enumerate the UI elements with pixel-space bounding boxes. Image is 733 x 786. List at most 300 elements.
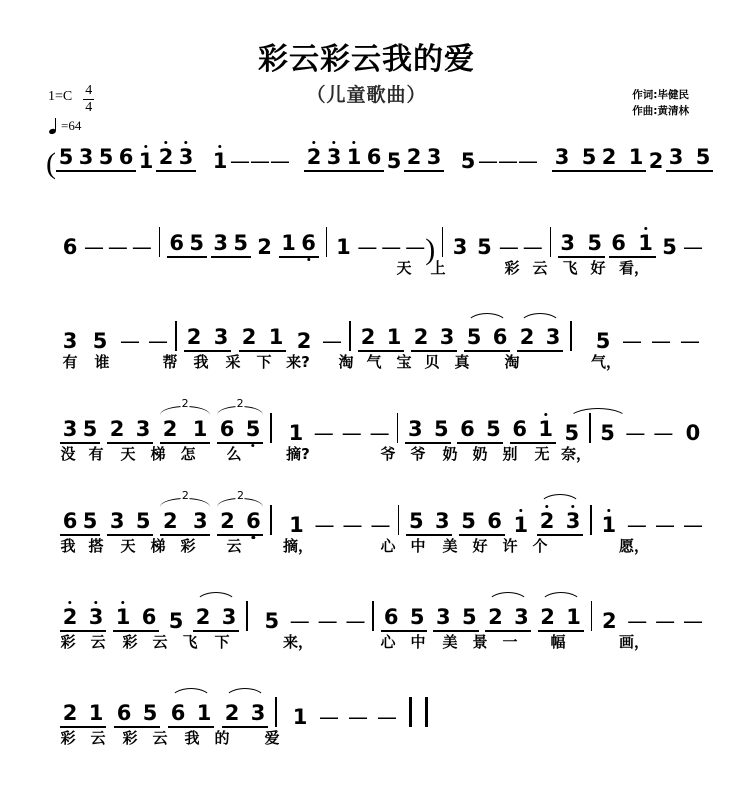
note: 3 [563,510,583,532]
note: 2 [537,510,557,532]
lyric-syllable: 采 [225,353,241,371]
note: 3 [62,329,78,353]
note: 5 [460,149,476,173]
note: 3 [109,509,125,533]
beam-group [344,146,384,172]
note: 6 [512,417,527,441]
note: 2 [163,509,178,533]
sustain-dash: — [357,235,378,259]
lyric-syllable: 云 [226,537,242,555]
slur [195,592,237,604]
barline [570,321,572,351]
note: 3 [408,417,423,441]
note: 5 [434,417,449,441]
note: 6 [299,232,319,254]
note: 2 [601,145,617,169]
lyric-syllable: 奶 [472,445,488,463]
beam-group [184,326,231,352]
barline [270,413,272,443]
sustain-dash: — [381,235,402,259]
note: 1 [192,417,208,441]
note: 3 [324,146,344,168]
system-3 [0,312,733,404]
note: 5 [58,145,74,169]
beam-group [217,489,263,536]
note: 1 [536,418,556,440]
beam-group [167,232,207,258]
note: 5 [142,701,158,725]
beam-group [193,606,239,632]
note: 5 [98,145,114,169]
intro-open-paren: ( [46,147,56,180]
beam-group [381,606,427,632]
note-line-3 [46,312,703,352]
sustain-dash: — [370,513,391,537]
beam-group [404,146,444,172]
note: 3 [86,606,106,628]
note: 6 [487,509,502,533]
beam-group [168,702,214,728]
lyric-syllable: 飞 [182,633,198,651]
sustain-dash: — [522,235,543,259]
note: 3 [176,146,196,168]
note: 2 [162,417,178,441]
note: 6 [366,145,382,169]
note: 1 [196,701,212,725]
note: 3 [78,145,94,169]
sustain-dash: — [625,421,646,445]
beam-group [279,232,319,258]
note: 3 [545,325,561,349]
barline [589,413,591,443]
rest: 0 [685,421,701,445]
lyric-syllable: 天 [120,445,136,463]
sustain-dash: — [405,235,426,259]
sustain-dash: — [83,235,104,259]
beam-group [107,510,153,536]
lyric-syllable: 心 [380,537,396,555]
note-line-7 [46,688,703,728]
note: 2 [540,605,555,629]
note: 6 [383,605,399,629]
note: 2 [220,509,235,533]
note: 1 [636,232,656,254]
note: 2 [304,146,324,168]
lyric-syllable: 天 [396,259,412,277]
beam-group [60,606,106,632]
sustain-dash: — [683,513,703,537]
note: 5 [92,329,108,353]
sustain-dash: — [683,609,704,633]
lyric-syllable: 淘 [338,353,354,371]
note: 6 [141,605,157,629]
lyric-line-2 [46,352,703,378]
duplet-bracket [217,489,263,507]
page-title: 彩云彩云我的爱 [258,42,475,77]
note: 5 [409,509,424,533]
note: 1 [88,701,104,725]
lyric-syllable: 我 [184,729,200,747]
beam-group [114,702,160,728]
lyric-syllable: 气， [590,353,622,371]
note: 1 [511,514,531,536]
lyric-syllable: 无 [534,445,550,463]
note: 2 [186,325,202,349]
lyric-syllable: 摘， [282,537,314,555]
note-line-2 [46,218,703,266]
note: 5 [135,509,151,533]
slur [487,592,529,604]
time-signature [83,84,94,115]
lyric-syllable: 摘? [286,445,310,463]
lyric-syllable: 宝 [396,353,412,371]
note: 6 [118,145,134,169]
note: 2 [296,329,312,353]
note: 1 [386,325,402,349]
note: 2 [195,605,211,629]
note: 1 [136,150,156,172]
note: 6 [62,509,78,533]
sustain-dash: — [655,609,676,633]
slur [540,592,582,604]
lyric-syllable: 画， [618,633,650,651]
sustain-dash: — [627,609,648,633]
note: 5 [562,422,582,444]
lyric-syllable: 来， [282,633,314,651]
duplet-numeral: 2 [236,489,244,502]
note: 2 [519,325,535,349]
sustain-dash: — [120,329,140,353]
beam-group [411,326,457,352]
lyric-syllable: 个 [532,537,548,555]
note: 5 [600,421,615,445]
note: 2 [413,325,429,349]
note: 2 [109,417,125,441]
lyric-line-1 [46,258,703,284]
note: 2 [648,149,664,173]
beam-group [107,418,153,444]
sustain-dash: — [654,513,675,537]
note: 6 [219,417,235,441]
lyric-syllable: 云 [90,729,106,747]
lyric-syllable: 下 [214,633,230,651]
lyric-syllable: 彩 [504,259,520,277]
lyric-syllable: 搭 [88,537,104,555]
slur [170,688,212,700]
sustain-dash: — [622,329,642,353]
song-subtitle: （儿童歌曲） [306,84,427,107]
note: 2 [602,609,617,633]
intro-close-paren: ) [425,233,436,266]
lyric-syllable: 没 [60,445,76,463]
note: 2 [62,701,78,725]
system-6 [0,592,733,688]
lyric-syllable: 有 [62,353,78,371]
note: 3 [135,417,151,441]
lyric-syllable: 下 [256,353,272,371]
lyric-syllable: 景 [472,633,488,651]
note: 5 [409,605,425,629]
sustain-dash: — [341,421,362,445]
note: 2 [241,325,257,349]
note: 2 [360,325,376,349]
barline [397,413,399,443]
sustain-dash: — [107,235,128,259]
note: 2 [406,145,422,169]
note: 5 [486,417,501,441]
beam-group [538,606,584,632]
beam-group [406,510,452,536]
lyric-syllable: 天 [120,537,136,555]
lyric-syllable: 的 [214,729,230,747]
lyric-syllable: 爱 [264,729,280,747]
beam-group [666,146,713,172]
note: 3 [439,325,455,349]
beam-group [537,510,583,536]
note: 3 [435,509,450,533]
lyric-syllable: 中 [410,537,426,555]
score-meta-block [48,84,94,134]
sustain-dash: — [498,149,518,173]
lyric-syllable: 气 [366,353,382,371]
beam-group [485,606,531,632]
sustain-dash: — [314,513,335,537]
note: 1 [268,325,284,349]
lyric-syllable: 怎 [180,445,196,463]
lyric-line-5 [46,632,703,658]
duplet-numeral: 2 [236,397,244,410]
note: 2 [224,701,240,725]
lyric-syllable: 淘 [504,353,520,371]
note-line-4 [46,397,703,445]
system-5 [0,489,733,592]
barline [175,321,177,351]
note: 6 [243,510,263,532]
beam-group [510,418,556,444]
note-line-6 [46,592,703,632]
sustain-dash: — [369,421,390,445]
lyricist-credit: 作词:毕健民 [632,89,689,101]
lyric-syllable: 云 [152,633,168,651]
beam-group [405,418,451,444]
note: 3 [514,605,529,629]
sustain-dash: — [518,149,538,173]
note: 1 [292,705,308,729]
time-signature-denominator: 4 [85,100,93,115]
slur [224,688,266,700]
note: 5 [595,329,611,353]
note: 5 [466,325,482,349]
lyric-syllable: 爷 [410,445,426,463]
note: 1 [113,606,133,628]
beam-group [358,326,404,352]
duplet-bracket [160,489,210,507]
beam-group [459,510,505,536]
beam-group [96,146,136,172]
note: 5 [168,609,184,633]
sustain-dash: — [653,421,674,445]
system-7 [0,688,733,754]
sustain-dash: — [478,149,498,173]
barline [326,227,327,257]
note: 3 [213,325,229,349]
lyric-syllable: 彩 [122,633,138,651]
note: 3 [213,231,228,255]
beam-group [599,146,646,172]
beam-group [160,489,210,536]
system-2 [0,218,733,312]
slur [466,313,508,325]
lyric-syllable: 许 [502,537,518,555]
note: 6 [62,235,78,259]
note: 6 [492,325,508,349]
note: 3 [560,231,575,255]
note: 5 [243,418,263,440]
barline [159,227,160,257]
lyric-syllable: 一 [502,633,518,651]
note: 2 [488,605,503,629]
note: 2 [60,606,80,628]
lyric-syllable: 云 [152,729,168,747]
note: 5 [264,609,280,633]
lyric-syllable: 么 [226,445,242,463]
note: 5 [233,231,248,255]
note: 6 [169,231,184,255]
final-barline [409,697,428,727]
sustain-dash: — [131,235,152,259]
sustain-dash: — [319,705,339,729]
music-body [0,132,733,754]
barline [372,601,374,631]
duplet-numeral: 2 [181,397,189,410]
barline [349,321,351,351]
beam-group [517,326,563,352]
beam-group [552,146,599,172]
lyric-syllable: 中 [410,633,426,651]
note: 1 [281,231,296,255]
lyric-syllable: 别 [502,445,518,463]
sustain-dash: — [322,329,342,353]
lyric-syllable: 谁 [94,353,110,371]
beam-group [217,397,263,444]
key-signature: 1=C [48,89,73,104]
note: 5 [662,235,677,259]
beam-group [60,702,106,728]
lyric-syllable: 云 [532,259,548,277]
sustain-dash: — [348,705,368,729]
note: 1 [628,145,644,169]
note: 2 [257,235,272,259]
lyric-syllable: 心 [380,633,396,651]
sustain-dash: — [270,149,290,173]
note-line-1 [46,132,711,180]
note: 5 [462,605,477,629]
beam-group [156,146,196,172]
sustain-dash: — [377,705,397,729]
note: 3 [554,145,570,169]
lyric-syllable: 上 [430,259,446,277]
note: 3 [436,605,451,629]
composer-credit: 作曲:黄清林 [632,104,689,117]
note: 3 [426,145,442,169]
sustain-dash: — [313,421,334,445]
lyric-syllable: 愿， [618,537,650,555]
beam-group [113,606,159,632]
note: 5 [82,417,98,441]
lyric-line-4 [46,536,703,562]
duplet-bracket [217,397,263,415]
system-1 [0,132,733,218]
sustain-dash: — [289,609,310,633]
note: 3 [452,235,468,259]
note: 3 [668,145,684,169]
sustain-dash: — [250,149,270,173]
sustain-dash: — [498,235,519,259]
sustain-dash: — [317,609,338,633]
tempo-marking: =64 [61,118,82,133]
note-line-5 [46,489,703,537]
barline [398,505,400,535]
barline [270,505,272,535]
lyric-syllable: 我 [193,353,209,371]
note: 6 [170,701,186,725]
beam-group [609,232,656,258]
note: 5 [477,235,492,259]
lyric-syllable: 彩 [122,729,138,747]
barline [590,505,592,535]
lyric-syllable: 贝 [424,353,440,371]
barline [442,227,443,257]
note: 1 [288,421,304,445]
slur [519,313,561,325]
beam-group [160,397,210,444]
beam-group [222,702,268,728]
note: 6 [116,701,132,725]
note: 5 [189,231,204,255]
note: 5 [695,145,711,169]
note: 5 [82,509,98,533]
note: 6 [460,417,475,441]
lyric-syllable: 彩 [180,537,196,555]
sustain-dash: — [148,329,168,353]
lyric-syllable: 帮 [162,353,178,371]
note: 5 [386,149,402,173]
sustain-dash: — [345,609,366,633]
note: 1 [336,235,351,259]
beam-group [433,606,479,632]
sustain-dash: — [626,513,647,537]
sustain-dash: — [683,235,703,259]
lyric-line-3 [46,444,703,470]
note: 3 [193,509,208,533]
lyric-syllable: 梯 [150,537,166,555]
beam-group [211,232,251,258]
note: 5 [587,231,602,255]
lyric-line-6 [46,728,703,754]
beam-group [60,418,100,444]
note: 1 [566,605,581,629]
beam-group [457,418,503,444]
note: 1 [210,150,230,172]
sheet-header [0,0,733,132]
lyric-syllable: 奶 [442,445,458,463]
lyric-syllable: 梯 [150,445,166,463]
sustain-dash: — [342,513,363,537]
lyric-syllable: 奈， [560,445,592,463]
note: 1 [289,513,304,537]
duplet-bracket [160,397,210,415]
barline [275,697,277,727]
